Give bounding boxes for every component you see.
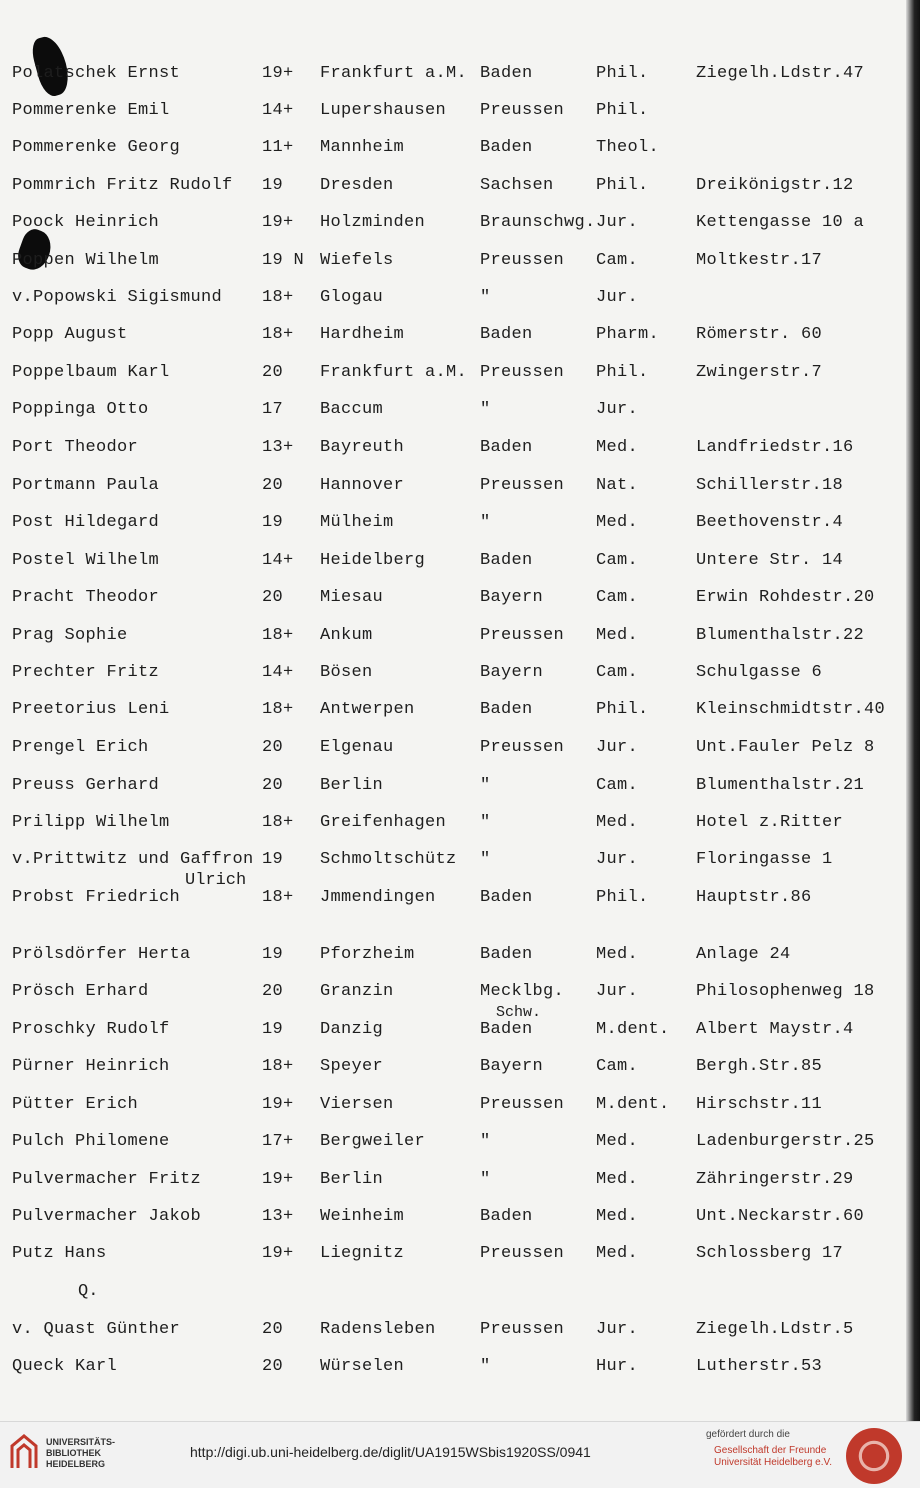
row-state: Preussen xyxy=(480,626,565,645)
library-line-3: HEIDELBERG xyxy=(46,1459,106,1469)
row-city: Weinheim xyxy=(320,1207,405,1226)
row-address: Ladenburgerstr.25 xyxy=(696,1132,875,1151)
row-city: Granzin xyxy=(320,982,394,1001)
row-age: 20 xyxy=(262,776,284,795)
row-state: Baden xyxy=(480,438,533,457)
row-age: 14+ xyxy=(262,663,294,682)
row-faculty: Med. xyxy=(596,813,639,832)
row-age: 19 xyxy=(262,176,284,195)
row-age: 20 xyxy=(262,588,284,607)
row-faculty: Jur. xyxy=(596,982,639,1001)
permalink-url[interactable]: http://digi.ub.uni-heidelberg.de/diglit/UA1915WSbis1920SS/0941 xyxy=(190,1444,591,1460)
row-name: Polatschek Ernst xyxy=(12,64,181,83)
row-state: Baden xyxy=(480,1020,533,1039)
prittwitz-firstname: Ulrich xyxy=(185,871,247,890)
row-state: " xyxy=(480,1170,491,1189)
university-seal-icon xyxy=(846,1428,902,1484)
section-letter-q: Q. xyxy=(78,1282,99,1301)
row-age: 20 xyxy=(262,476,284,495)
row-city: Berlin xyxy=(320,1170,384,1189)
row-name: Poppinga Otto xyxy=(12,400,149,419)
row-age: 19 xyxy=(262,513,284,532)
row-state: Preussen xyxy=(480,251,565,270)
row-city: Glogau xyxy=(320,288,384,307)
row-state: Bayern xyxy=(480,588,544,607)
row-age: 19+ xyxy=(262,1170,294,1189)
row-address: Blumenthalstr.22 xyxy=(696,626,865,645)
row-faculty: Jur. xyxy=(596,738,639,757)
row-city: Würselen xyxy=(320,1357,405,1376)
row-name: Putz Hans xyxy=(12,1244,107,1263)
row-name: Poppelbaum Karl xyxy=(12,363,170,382)
row-address: Schlossberg 17 xyxy=(696,1244,844,1263)
row-city: Greifenhagen xyxy=(320,813,447,832)
row-city: Ankum xyxy=(320,626,373,645)
row-faculty: Theol. xyxy=(596,138,660,157)
row-city: Heidelberg xyxy=(320,551,426,570)
row-city: Jmmendingen xyxy=(320,888,436,907)
row-state: " xyxy=(480,850,491,869)
row-faculty: Jur. xyxy=(596,288,639,307)
row-city: Miesau xyxy=(320,588,384,607)
row-age: 17 xyxy=(262,400,284,419)
row-state: Braunschwg. xyxy=(480,213,596,232)
row-address: Schillerstr.18 xyxy=(696,476,844,495)
row-age: 18+ xyxy=(262,1057,294,1076)
row-faculty: Phil. xyxy=(596,700,649,719)
row-age: 19+ xyxy=(262,213,294,232)
row-address: Hirschstr.11 xyxy=(696,1095,823,1114)
row-city: Hardheim xyxy=(320,325,405,344)
row-city: Danzig xyxy=(320,1020,384,1039)
row-name: Pürner Heinrich xyxy=(12,1057,170,1076)
row-name: Prölsdörfer Herta xyxy=(12,945,191,964)
row-address: Landfriedstr.16 xyxy=(696,438,854,457)
row-state: " xyxy=(480,288,491,307)
row-address: Lutherstr.53 xyxy=(696,1357,823,1376)
row-faculty: Med. xyxy=(596,438,639,457)
row-name: Postel Wilhelm xyxy=(12,551,160,570)
row-age: 19 xyxy=(262,1020,284,1039)
library-line-1: UNIVERSITÄTS- xyxy=(46,1437,116,1447)
row-state: Baden xyxy=(480,551,533,570)
row-age: 11+ xyxy=(262,138,294,157)
row-city: Hannover xyxy=(320,476,405,495)
row-faculty: Jur. xyxy=(596,1320,639,1339)
row-city: Bayreuth xyxy=(320,438,405,457)
row-faculty: Jur. xyxy=(596,213,639,232)
row-name: Pütter Erich xyxy=(12,1095,139,1114)
row-faculty: Phil. xyxy=(596,101,649,120)
row-state: Baden xyxy=(480,325,533,344)
row-address: Anlage 24 xyxy=(696,945,791,964)
row-age: 20 xyxy=(262,982,284,1001)
row-state: Preussen xyxy=(480,1244,565,1263)
row-city: Berlin xyxy=(320,776,384,795)
society-line-2: Universität Heidelberg e.V. xyxy=(714,1457,833,1468)
row-address: Hauptstr.86 xyxy=(696,888,812,907)
row-faculty: Cam. xyxy=(596,251,639,270)
row-name: Prösch Erhard xyxy=(12,982,149,1001)
row-faculty: Jur. xyxy=(596,400,639,419)
row-city: Radensleben xyxy=(320,1320,436,1339)
row-state: Bayern xyxy=(480,663,544,682)
row-city: Liegnitz xyxy=(320,1244,405,1263)
row-name: Poock Heinrich xyxy=(12,213,160,232)
row-address: Ziegelh.Ldstr.47 xyxy=(696,64,865,83)
row-address: Ziegelh.Ldstr.5 xyxy=(696,1320,854,1339)
row-address: Kettengasse 10 a xyxy=(696,213,865,232)
row-city: Elgenau xyxy=(320,738,394,757)
row-state: Baden xyxy=(480,700,533,719)
row-age: 20 xyxy=(262,738,284,757)
society-name xyxy=(714,1445,832,1469)
row-faculty: Phil. xyxy=(596,176,649,195)
row-age: 20 xyxy=(262,1320,284,1339)
row-faculty: Med. xyxy=(596,945,639,964)
row-city: Baccum xyxy=(320,400,384,419)
row-city: Bergweiler xyxy=(320,1132,426,1151)
row-faculty: Med. xyxy=(596,1244,639,1263)
row-name: Preuss Gerhard xyxy=(12,776,160,795)
row-city: Lupershausen xyxy=(320,101,447,120)
row-age: 18+ xyxy=(262,700,294,719)
row-address: Bergh.Str.85 xyxy=(696,1057,823,1076)
row-city: Antwerpen xyxy=(320,700,415,719)
library-name xyxy=(46,1437,115,1470)
row-address: Dreikönigstr.12 xyxy=(696,176,854,195)
row-faculty: M.dent. xyxy=(596,1095,670,1114)
row-name: Probst Friedrich xyxy=(12,888,181,907)
row-state: Mecklbg. xyxy=(480,982,565,1001)
row-state: Baden xyxy=(480,888,533,907)
row-name: Portmann Paula xyxy=(12,476,160,495)
row-faculty: Nat. xyxy=(596,476,639,495)
row-name: Prag Sophie xyxy=(12,626,128,645)
row-state: " xyxy=(480,776,491,795)
row-state: Baden xyxy=(480,64,533,83)
row-name: Pommerenke Emil xyxy=(12,101,170,120)
row-state: Preussen xyxy=(480,101,565,120)
row-age: 13+ xyxy=(262,438,294,457)
row-name: v. Quast Günther xyxy=(12,1320,181,1339)
row-state: Preussen xyxy=(480,363,565,382)
row-state: Bayern xyxy=(480,1057,544,1076)
row-state: Sachsen xyxy=(480,176,554,195)
row-state: Preussen xyxy=(480,476,565,495)
row-faculty: Cam. xyxy=(596,776,639,795)
row-state: Preussen xyxy=(480,738,565,757)
row-faculty: M.dent. xyxy=(596,1020,670,1039)
row-faculty: Phil. xyxy=(596,888,649,907)
row-city: Speyer xyxy=(320,1057,384,1076)
supported-by-text: gefördert durch die xyxy=(706,1429,790,1440)
row-name: Poppen Wilhelm xyxy=(12,251,160,270)
row-faculty: Cam. xyxy=(596,588,639,607)
library-line-2: BIBLIOTHEK xyxy=(46,1448,101,1458)
row-address: Zwingerstr.7 xyxy=(696,363,823,382)
row-city: Frankfurt a.M. xyxy=(320,363,468,382)
row-age: 19+ xyxy=(262,64,294,83)
row-faculty: Phil. xyxy=(596,363,649,382)
row-city: Mannheim xyxy=(320,138,405,157)
row-faculty: Med. xyxy=(596,1132,639,1151)
row-age: 18+ xyxy=(262,813,294,832)
row-address: Moltkestr.17 xyxy=(696,251,823,270)
row-address: Hotel z.Ritter xyxy=(696,813,844,832)
row-age: 18+ xyxy=(262,888,294,907)
row-faculty: Med. xyxy=(596,513,639,532)
row-age: 18+ xyxy=(262,288,294,307)
row-address: Erwin Rohdestr.20 xyxy=(696,588,875,607)
row-city: Schmoltschütz xyxy=(320,850,457,869)
row-city: Dresden xyxy=(320,176,394,195)
page-edge-shadow xyxy=(906,0,920,1421)
row-age: 20 xyxy=(262,1357,284,1376)
row-address: Untere Str. 14 xyxy=(696,551,844,570)
row-faculty: Hur. xyxy=(596,1357,639,1376)
row-address: Unt.Neckarstr.60 xyxy=(696,1207,865,1226)
row-age: 19 N xyxy=(262,251,305,270)
row-age: 18+ xyxy=(262,626,294,645)
row-name: Popp August xyxy=(12,325,128,344)
row-state: " xyxy=(480,513,491,532)
row-address: Beethovenstr.4 xyxy=(696,513,844,532)
row-city: Bösen xyxy=(320,663,373,682)
row-city: Frankfurt a.M. xyxy=(320,64,468,83)
proesch-state-line2: Schw. xyxy=(496,1004,542,1021)
row-name: Pommerenke Georg xyxy=(12,138,181,157)
row-age: 17+ xyxy=(262,1132,294,1151)
row-state: " xyxy=(480,400,491,419)
row-address: Römerstr. 60 xyxy=(696,325,823,344)
row-faculty: Cam. xyxy=(596,1057,639,1076)
row-state: Preussen xyxy=(480,1320,565,1339)
row-age: 13+ xyxy=(262,1207,294,1226)
row-faculty: Phil. xyxy=(596,64,649,83)
society-line-1: Gesellschaft der Freunde xyxy=(714,1445,827,1456)
library-logo-icon xyxy=(8,1432,40,1472)
row-name: Prengel Erich xyxy=(12,738,149,757)
row-city: Viersen xyxy=(320,1095,394,1114)
row-name: Preetorius Leni xyxy=(12,700,170,719)
row-address: Kleinschmidtstr.40 xyxy=(696,700,886,719)
row-name: Port Theodor xyxy=(12,438,139,457)
row-faculty: Cam. xyxy=(596,663,639,682)
row-address: Unt.Fauler Pelz 8 xyxy=(696,738,875,757)
row-age: 19 xyxy=(262,850,284,869)
row-name: Prilipp Wilhelm xyxy=(12,813,170,832)
row-age: 19+ xyxy=(262,1095,294,1114)
row-age: 14+ xyxy=(262,101,294,120)
row-address: Schulgasse 6 xyxy=(696,663,823,682)
row-state: " xyxy=(480,813,491,832)
row-name: Pulch Philomene xyxy=(12,1132,170,1151)
row-state: Baden xyxy=(480,138,533,157)
row-address: Blumenthalstr.21 xyxy=(696,776,865,795)
row-faculty: Jur. xyxy=(596,850,639,869)
row-faculty: Med. xyxy=(596,626,639,645)
row-age: 19+ xyxy=(262,1244,294,1263)
row-age: 18+ xyxy=(262,325,294,344)
row-address: Philosophenweg 18 xyxy=(696,982,875,1001)
row-city: Pforzheim xyxy=(320,945,415,964)
row-state: " xyxy=(480,1132,491,1151)
row-faculty: Med. xyxy=(596,1207,639,1226)
row-address: Floringasse 1 xyxy=(696,850,833,869)
footer-bar xyxy=(0,1421,920,1488)
row-age: 19 xyxy=(262,945,284,964)
row-faculty: Cam. xyxy=(596,551,639,570)
row-age: 20 xyxy=(262,363,284,382)
row-name: Proschky Rudolf xyxy=(12,1020,170,1039)
row-state: Baden xyxy=(480,945,533,964)
row-age: 14+ xyxy=(262,551,294,570)
row-name: Pulvermacher Fritz xyxy=(12,1170,202,1189)
row-name: Pracht Theodor xyxy=(12,588,160,607)
row-faculty: Pharm. xyxy=(596,325,660,344)
row-city: Wiefels xyxy=(320,251,394,270)
row-name: v.Prittwitz und Gaffron xyxy=(12,850,254,869)
row-state: " xyxy=(480,1357,491,1376)
row-address: Albert Maystr.4 xyxy=(696,1020,854,1039)
row-state: Baden xyxy=(480,1207,533,1226)
row-city: Mülheim xyxy=(320,513,394,532)
row-name: Queck Karl xyxy=(12,1357,118,1376)
row-name: Post Hildegard xyxy=(12,513,160,532)
row-state: Preussen xyxy=(480,1095,565,1114)
row-address: Zähringerstr.29 xyxy=(696,1170,854,1189)
row-name: v.Popowski Sigismund xyxy=(12,288,223,307)
row-name: Prechter Fritz xyxy=(12,663,160,682)
row-faculty: Med. xyxy=(596,1170,639,1189)
row-name: Pommrich Fritz Rudolf xyxy=(12,176,233,195)
row-city: Holzminden xyxy=(320,213,426,232)
row-name: Pulvermacher Jakob xyxy=(12,1207,202,1226)
